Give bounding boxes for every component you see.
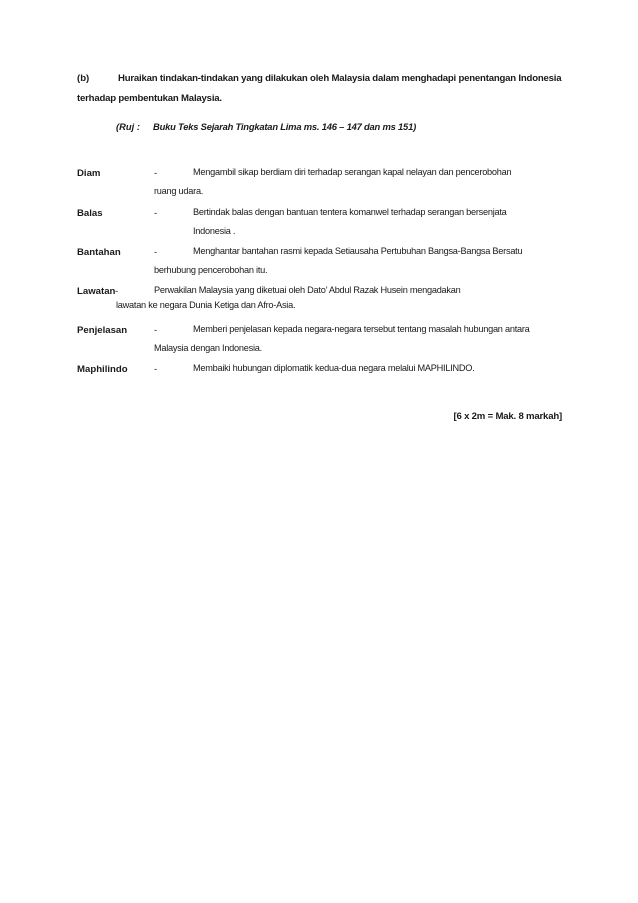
marks-allocation: [6 x 2m = Mak. 8 markah] xyxy=(453,411,562,422)
answer-dash: - xyxy=(154,364,158,375)
answer-term-maphilindo: Maphilindo xyxy=(77,364,128,375)
answer-description-diam: Mengambil sikap berdiam diri terhadap serangan kapal nelayan dan pencerobohan ruang udara. xyxy=(154,167,512,196)
answer-description-bantahan: Menghantar bantahan rasmi kepada Setiausaha Pertubuhan Bangsa-Bangsa Bersatu berhubung pencerobohan itu. xyxy=(154,246,523,275)
reference-text: Buku Teks Sejarah Tingkatan Lima ms. 146 – 147 dan ms 151) xyxy=(153,121,417,132)
answer-term-balas: Balas xyxy=(77,208,103,219)
answer-term-bantahan: Bantahan xyxy=(77,247,121,258)
answer-dash: - xyxy=(115,286,119,297)
question-text-line2: terhadap pembentukan Malaysia. xyxy=(77,93,222,104)
answer-dash: - xyxy=(154,208,158,219)
answer-dash: - xyxy=(154,168,158,179)
answer-description-maphilindo: Membaiki hubungan diplomatik kedua-dua negara melalui MAPHILINDO. xyxy=(193,363,475,373)
answer-description-balas: Bertindak balas dengan bantuan tentera komanwel terhadap serangan bersenjata Indonesia . xyxy=(193,207,507,236)
answer-description-penjelasan: Memberi penjelasan kepada negara-negara tersebut tentang masalah hubungan antara Malaysia dengan Indonesia. xyxy=(154,324,530,353)
reference-label: (Ruj : xyxy=(116,121,140,132)
answer-term-lawatan: Lawatan xyxy=(77,286,116,297)
answer-term-diam: Diam xyxy=(77,168,101,179)
question-number: (b) xyxy=(77,73,90,84)
answer-term-penjelasan: Penjelasan xyxy=(77,325,128,336)
question-text-line1: Huraikan tindakan-tindakan yang dilakukan oleh Malaysia dalam menghadapi penentangan Indonesia xyxy=(118,73,562,84)
answer-dash: - xyxy=(154,247,158,258)
answer-description-lawatan-line2: lawatan ke negara Dunia Ketiga dan Afro-Asia. xyxy=(116,300,296,310)
answer-description-lawatan-line1: Perwakilan Malaysia yang diketuai oleh Dato’ Abdul Razak Husein mengadakan xyxy=(154,285,461,295)
answer-dash: - xyxy=(154,325,158,336)
